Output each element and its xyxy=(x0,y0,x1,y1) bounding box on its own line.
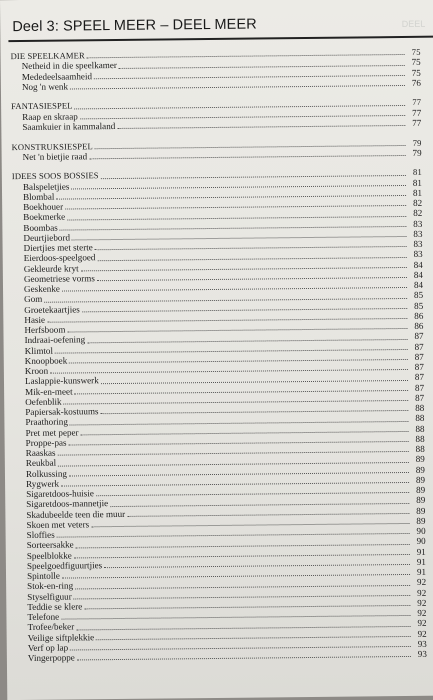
section-heading-label: KONSTRUKSIESPEL xyxy=(11,140,93,152)
toc-entry-label: Groetekaartjies xyxy=(24,304,80,315)
toc-entry-page-number: 84 xyxy=(413,269,423,280)
toc-entry-label: Mededeelsaamheid xyxy=(21,70,93,82)
toc-entry-page-number: 87 xyxy=(414,372,425,383)
toc-entry-label: Teddie se klere xyxy=(27,601,83,612)
toc-section xyxy=(11,97,421,132)
toc-entry-page-number: 89 xyxy=(415,464,425,475)
toc-entry-label: Pret met peper xyxy=(25,427,79,438)
dot-leader xyxy=(77,656,411,660)
toc-entry-label: Rolkussing xyxy=(25,468,67,479)
toc-entry-page-number: 90 xyxy=(416,536,426,547)
toc-entry-label: Knoopboek xyxy=(24,355,68,366)
toc-entry-label: Geometriese vorms xyxy=(23,273,95,284)
toc-entry-label: Speelgoedfiguurtjies xyxy=(26,560,103,571)
toc-entry-label: Speelblokke xyxy=(26,550,72,561)
toc-entry-page-number: 89 xyxy=(415,454,425,465)
toc-entry-label: Spintolle xyxy=(26,570,60,582)
toc-entry-label: Sigaretdoos-huisie xyxy=(26,488,94,500)
toc-entry-page-number: 91 xyxy=(416,566,427,578)
toc-entry-label: Saamkuier in kammaland xyxy=(22,120,116,132)
toc-entry-page-number: 76 xyxy=(411,77,421,88)
toc-entry-label: Telefone xyxy=(27,611,60,623)
toc-entry-label: Eierdoos-speelgoed xyxy=(23,252,96,264)
toc-entry-label: Sigaretdoos-mannetjie xyxy=(26,498,109,510)
toc-entry-page-number: 89 xyxy=(415,474,426,485)
toc-entry-label: Sloffies xyxy=(26,529,55,541)
chapter-header xyxy=(8,14,433,42)
toc-entry-label: Mik-en-meet xyxy=(25,386,73,397)
table-of-contents xyxy=(11,47,427,664)
toc-entry-label: Kroon xyxy=(24,365,49,377)
toc-entry-page-number: 92 xyxy=(416,577,427,588)
toc-entry-label: Geskenke xyxy=(23,283,60,295)
toc-entry-label: Herfsboom xyxy=(24,324,66,336)
toc-entry-label: Styselfiguur xyxy=(27,591,72,602)
toc-entry-page-number: 84 xyxy=(413,279,424,291)
toc-entry-page-number: 93 xyxy=(417,638,427,649)
toc-entry-page-number: 87 xyxy=(414,351,424,362)
toc-entry-label: Papiersak-kostuums xyxy=(25,406,99,418)
toc-entry-label: Blombal xyxy=(23,191,55,202)
toc-entry-page-number: 81 xyxy=(412,177,422,188)
toc-entry-page-number: 92 xyxy=(417,597,427,608)
toc-entry-page-number: 85 xyxy=(414,300,424,311)
toc-entry-page-number: 89 xyxy=(416,484,426,496)
toc-entry-label: Balspeletjies xyxy=(22,181,70,192)
toc-entry-page-number: 90 xyxy=(416,525,426,537)
toc-entry-label: Sorteersakke xyxy=(26,539,74,551)
toc-entry-page-number: 92 xyxy=(417,628,427,639)
toc-entry-page-number: 89 xyxy=(416,495,426,506)
toc-entry-page-number: 81 xyxy=(412,187,423,198)
toc-entry-label: Boekmerke xyxy=(23,211,66,223)
toc-entry-page-number: 83 xyxy=(413,249,423,260)
toc-entry-label: Skoen met veters xyxy=(26,519,90,530)
toc-entry-page-number: 82 xyxy=(413,197,423,209)
toc-entry-page-number: 88 xyxy=(415,433,425,444)
toc-entry-label: Raaskas xyxy=(25,447,56,459)
toc-entry-label: Indraai-oefening xyxy=(24,334,86,346)
toc-entry-page-number: 88 xyxy=(415,423,425,434)
toc-entry-page-number: 87 xyxy=(414,331,424,342)
section-heading-page-number: 79 xyxy=(412,137,422,148)
toc-entry-label: Hasie xyxy=(24,314,46,325)
toc-entry-label: Gom xyxy=(24,294,43,305)
toc-entry-label: Reukbal xyxy=(25,458,57,469)
toc-entry-page-number: 88 xyxy=(415,443,425,455)
toc-entry-page-number: 89 xyxy=(416,515,426,526)
toc-entry-label: Vingerpoppe xyxy=(27,652,75,664)
section-heading-page-number: 77 xyxy=(412,97,422,108)
section-heading-label: DIE SPEELKAMER xyxy=(10,50,85,62)
toc-entry-page-number: 92 xyxy=(417,587,427,598)
toc-entry-page-number: 75 xyxy=(411,57,421,68)
toc-entry-label: Boombas xyxy=(23,222,58,233)
toc-entry-label: Raap en skraap xyxy=(22,111,78,122)
toc-section xyxy=(12,167,427,663)
toc-entry-label: Skadubeelde teen die muur xyxy=(26,508,126,520)
toc-entry-page-number: 77 xyxy=(412,107,422,118)
toc-entry-label: Oefenblik xyxy=(25,396,62,407)
toc-entry-label: Netheid in die speelkamer xyxy=(21,60,117,72)
toc-entry-label: Boekhouer xyxy=(23,201,64,213)
toc-entry-label: Klimtol xyxy=(24,345,54,356)
toc-entry-label: Veilige siftplekkie xyxy=(27,631,95,643)
toc-entry-page-number: 83 xyxy=(413,238,423,250)
toc-entry-page-number: 92 xyxy=(417,618,427,629)
section-heading-page-number: 81 xyxy=(412,167,422,178)
toc-entry-page-number: 89 xyxy=(416,505,426,516)
toc-entry-page-number: 87 xyxy=(415,392,425,403)
toc-entry-page-number: 87 xyxy=(414,382,425,393)
toc-entry-label: Gekleurde kryt xyxy=(23,263,79,274)
toc-entry-page-number: 83 xyxy=(413,218,423,229)
section-heading-page-number: 75 xyxy=(411,46,421,57)
toc-entry-label: Net 'n bietjie raad xyxy=(22,151,88,162)
toc-section xyxy=(11,47,421,92)
toc-entry-label: Nog 'n wenk xyxy=(21,81,69,92)
toc-entry-page-number: 91 xyxy=(416,556,426,567)
chapter-title: Deel 3: SPEEL MEER – DEEL MEER xyxy=(12,16,257,36)
toc-entry-page-number: 93 xyxy=(417,648,427,660)
toc-entry-label: Verf op lap xyxy=(27,642,69,653)
toc-entry-page-number: 87 xyxy=(414,341,424,352)
toc-entry-label: Rygwerk xyxy=(26,478,60,489)
toc-entry-label: Laslappie-kunswerk xyxy=(24,375,99,387)
toc-entry-page-number: 84 xyxy=(413,259,423,270)
toc-entry-page-number: 86 xyxy=(414,320,424,332)
toc-entry-page-number: 91 xyxy=(416,546,426,557)
toc-entry-page-number: 87 xyxy=(414,361,424,373)
toc-entry-page-number: 85 xyxy=(413,290,424,301)
toc-entry-label: Stok-en-ring xyxy=(27,580,74,592)
toc-entry-page-number: 79 xyxy=(412,147,422,158)
toc-entry-page-number: 88 xyxy=(415,413,425,424)
toc-entry-page-number: 83 xyxy=(413,228,423,239)
toc-entry-page-number: 77 xyxy=(412,117,422,128)
toc-entry-page-number: 82 xyxy=(413,208,423,219)
section-heading-label: FANTASIESPEL xyxy=(11,100,73,112)
toc-entry-label: Diertjies met sterte xyxy=(23,242,93,254)
toc-entry-label: Deurtjiebord xyxy=(23,232,71,243)
toc-entry-label: Trofee/beker xyxy=(27,621,75,633)
toc-entry-label: Praathoring xyxy=(25,416,68,428)
toc-entry-label: Proppe-pas xyxy=(25,437,67,448)
toc-entry-page-number: 86 xyxy=(414,310,424,321)
toc-entry-page-number: 88 xyxy=(415,402,425,414)
section-heading-label: IDEES SOOS BOSSIES xyxy=(11,170,99,182)
toc-entry-page-number: 92 xyxy=(417,607,427,619)
toc-entry-page-number: 75 xyxy=(411,67,421,78)
header-faint-text: DEEL xyxy=(401,18,426,30)
